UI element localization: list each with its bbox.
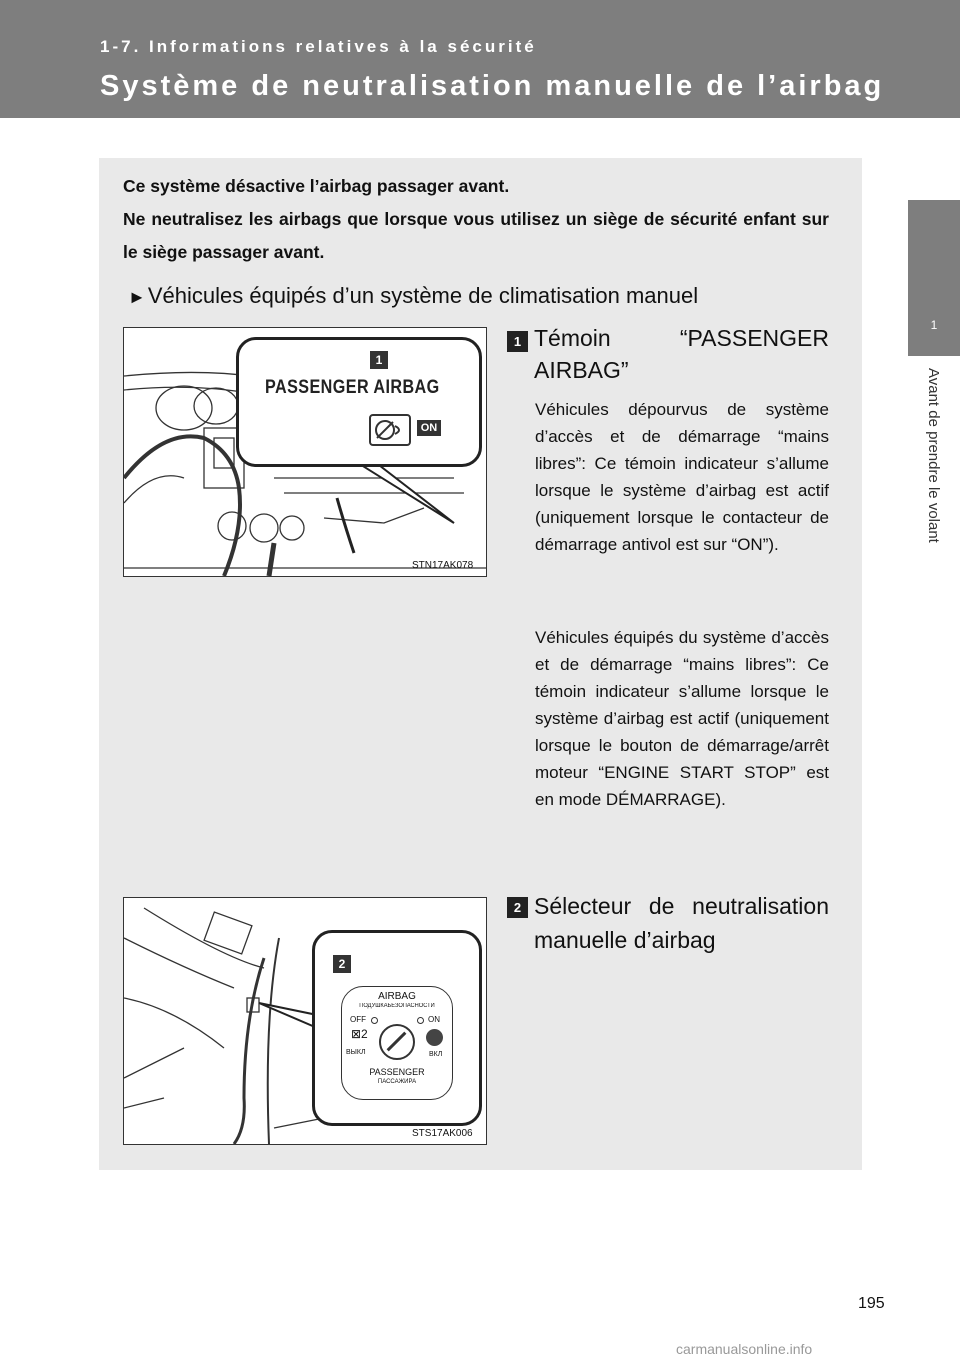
on-badge: ON	[417, 420, 441, 436]
callout-number-2: 2	[333, 955, 351, 973]
dashboard-illustration	[123, 327, 487, 577]
section-label: 1-7. Informations relatives à la sécurité	[100, 37, 537, 56]
chapter-tab	[908, 200, 960, 356]
chapter-number: 1	[930, 318, 938, 332]
triangle-bullet-icon: ►	[128, 287, 146, 307]
item-1-title-line-1: Témoin “PASSENGER	[534, 325, 829, 351]
item-2-title-line-1: Sélecteur de neutralisation	[534, 893, 829, 919]
switch-airbag-ru: ПОДУШКАБЕЗОПАСНОСТИ	[359, 1003, 435, 1009]
item-2-title-line-2: manuelle d’airbag	[534, 927, 716, 953]
callout-number: 1	[370, 351, 388, 369]
switch-off-label: OFF	[350, 1015, 366, 1024]
airbag-on-icon	[426, 1029, 443, 1046]
watermark[interactable]: carmanualsonline.info	[676, 1341, 813, 1357]
glovebox-illustration	[123, 897, 487, 1145]
figure-code: STN17AK078	[412, 560, 474, 571]
chapter-label: Avant de prendre le volant	[925, 368, 942, 543]
switch-on-label: ON	[428, 1015, 440, 1024]
item-1-paragraph-1: Véhicules dépourvus de système d’accès et de démarrage “mains libres”: Ce témoin indicateur s’allume lorsque le système d’airbag est actif (uniquement lorsque le contacteur de démarrage antivol est sur “ON”).	[535, 400, 829, 554]
switch-on-ru: ВКЛ	[429, 1051, 443, 1058]
item-1-title-line-2: AIRBAG”	[534, 357, 629, 383]
switch-off-ru: ВЫКЛ	[346, 1049, 366, 1056]
item-number-2: 2	[507, 897, 528, 918]
intro-line-1: Ce système désactive l’airbag passager avant.	[123, 176, 510, 196]
intro-text	[123, 170, 829, 269]
figure-code-2: STS17AK006	[412, 1128, 473, 1139]
switch-airbag-label: AIRBAG	[378, 991, 416, 1002]
airbag-off-icon: ⊠2	[351, 1027, 368, 1041]
callout-indicator-text: PASSENGER AIRBAG	[265, 377, 440, 398]
item-1-paragraph-2: Véhicules équipés du système d’accès et de démarrage “mains libres”: Ce témoin indicateur s’allume lorsque le système d’airbag est actif (uniquement lorsque le bouton de démarrage/arrêt moteur “ENGINE START STOP” est en mode DÉMARRAGE).	[535, 628, 829, 809]
callout-box	[236, 337, 482, 467]
intro-line-2: Ne neutralisez les airbags que lorsque vous utilisez un siège de sécurité enfant sur le siège passager avant.	[123, 209, 829, 262]
item-number-1: 1	[507, 331, 528, 352]
page-title: Système de neutralisation manuelle de l’airbag	[100, 70, 885, 102]
subheading	[128, 283, 698, 309]
key-slot-icon	[379, 1024, 415, 1060]
page-number: 195	[858, 1295, 885, 1312]
switch-passenger-label: PASSENGER	[369, 1067, 425, 1077]
callout-box-2	[312, 930, 482, 1126]
airbag-switch	[341, 986, 453, 1100]
subheading-text: Véhicules équipés d’un système de climatisation manuel	[147, 283, 699, 308]
on-dot-icon	[417, 1017, 424, 1024]
airbag-indicator-icon	[369, 414, 411, 446]
off-dot-icon	[371, 1017, 378, 1024]
switch-passenger-ru: ПАССАЖИРА	[377, 1079, 417, 1085]
